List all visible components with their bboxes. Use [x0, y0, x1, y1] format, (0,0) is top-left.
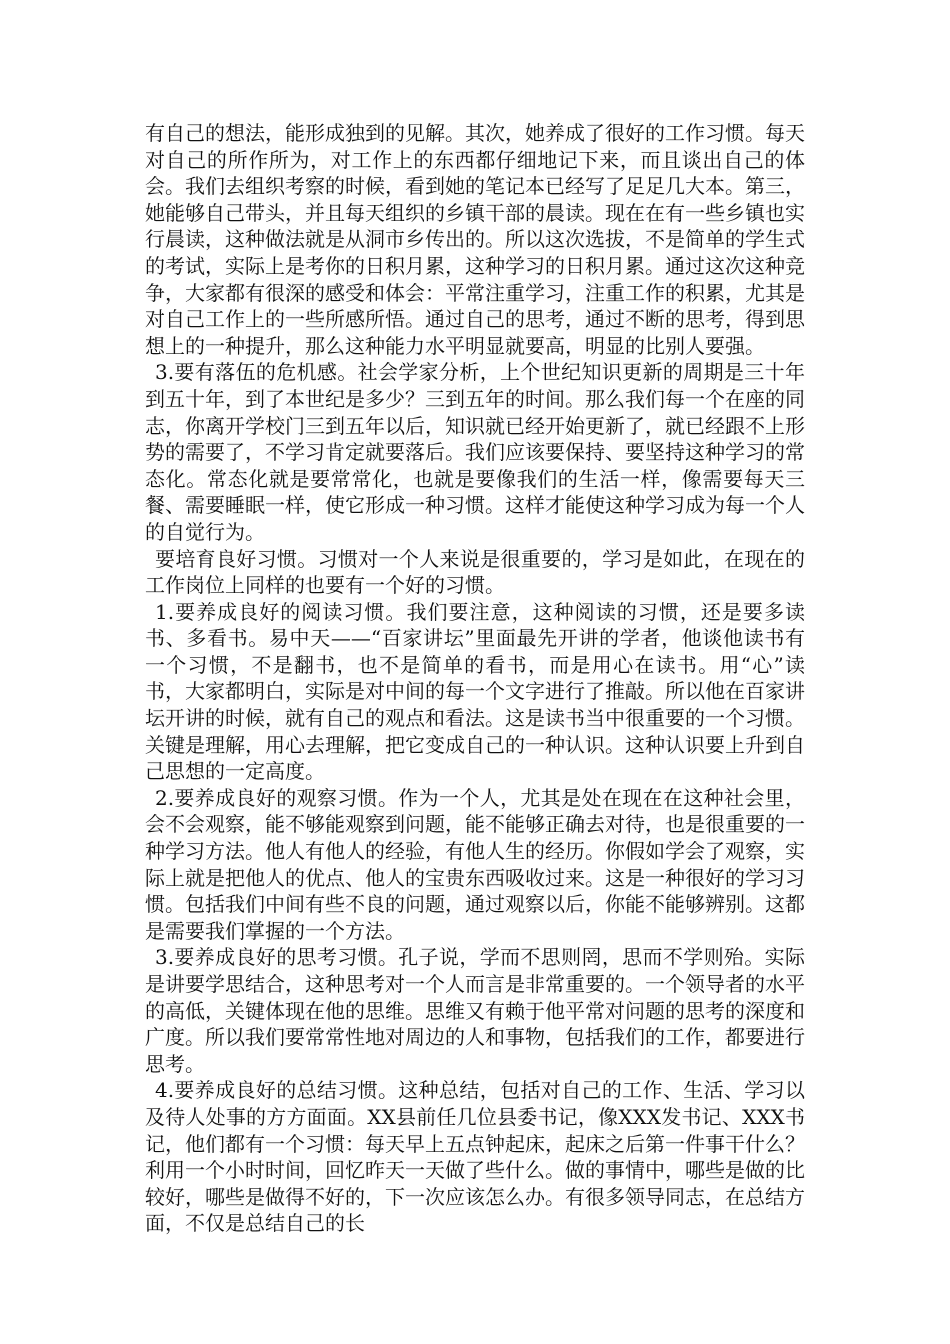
paragraph-5: 2.要养成良好的观察习惯。作为一个人，尤其是处在现在在这种社会里，会不会观察，能不够能观察到问题，能不能够正确去对待，也是很重要的一种学习方法。他人有他人的经验，有他人生的经历。你假如学会了观察，实际上就是把他人的优点、他人的宝贵东西吸收过来。这是一种很好的学习习惯。包括我们中间有些不良的问题，通过观察以后，你能不能够辨别。这都是需要我们掌握的一个方法。	[145, 785, 805, 943]
paragraph-1: 有自己的想法，能形成独到的见解。其次，她养成了很好的工作习惯。每天对自己的所作所为，对工作上的东西都仔细地记下来，而且谈出自己的体会。我们去组织考察的时候，看到她的笔记本已经写了足足几大本。第三，她能够自己带头，并且每天组织的乡镇干部的晨读。现在在有一些乡镇也实行晨读，这种做法就是从洞市乡传出的。所以这次选拔，不是简单的学生式的考试，实际上是考你的日积月累，这种学习的日积月累。通过这次这种竞争，大家都有很深的感受和体会：平常注重学习，注重工作的积累，尤其是对自己工作上的一些所感所悟。通过自己的思考，通过不断的思考，得到思想上的一种提升，那么这种能力水平明显就要高，明显的比别人要强。	[145, 121, 805, 358]
paragraph-3: 要培育良好习惯。习惯对一个人来说是很重要的，学习是如此，在现在的工作岗位上同样的也要有一个好的习惯。	[145, 546, 805, 598]
paragraph-6: 3.要养成良好的思考习惯。孔子说，学而不思则罔，思而不学则殆。实际是讲要学思结合，这种思考对一个人而言是非常重要的。一个领导者的水平的高低，关键体现在他的思维。思维又有赖于他平常对问题的思考的深度和广度。所以我们要常常性地对周边的人和事物，包括我们的工作，都要进行思考。	[145, 945, 805, 1076]
paragraph-2: 3.要有落伍的危机感。社会学家分析，上个世纪知识更新的周期是三十年到五十年，到了本世纪是多少？三到五年的时间。那么我们每一个在座的同志，你离开学校门三到五年以后，知识就已经开始更新了，就已经跟不上形势的需要了，不学习肯定就要落后。我们应该要保持、要坚持这种学习的常态化。常态化就是要常常化，也就是要像我们的生活一样，像需要每天三餐、需要睡眠一样，使它形成一种习惯。这样才能使这种学习成为每一个人的自觉行为。	[145, 360, 805, 544]
paragraph-4: 1.要养成良好的阅读习惯。我们要注意，这种阅读的习惯，还是要多读书、多看书。易中天——“百家讲坛”里面最先开讲的学者，他谈他读书有一个习惯，不是翻书，也不是简单的看书，而是用心在读书。用“心”读书，大家都明白，实际是对中间的每一个文字进行了推敲。所以他在百家讲坛开讲的时候，就有自己的观点和看法。这是读书当中很重要的一个习惯。关键是理解，用心去理解，把它变成自己的一种认识。这种认识要上升到自己思想的一定高度。	[145, 599, 805, 784]
paragraph-7: 4.要养成良好的总结习惯。这种总结，包括对自己的工作、生活、学习以及待人处事的方方面面。XX县前任几位县委书记，像XXX发书记、XXX书记，他们都有一个习惯：每天早上五点钟起床，起床之后第一件事干什么？利用一个小时时间，回忆昨天一天做了些什么。做的事情中，哪些是做的比较好，哪些是做得不好的，下一次应该怎么办。有很多领导同志，在总结方面，不仅是总结自己的长	[145, 1078, 805, 1236]
document-body	[145, 120, 805, 1237]
